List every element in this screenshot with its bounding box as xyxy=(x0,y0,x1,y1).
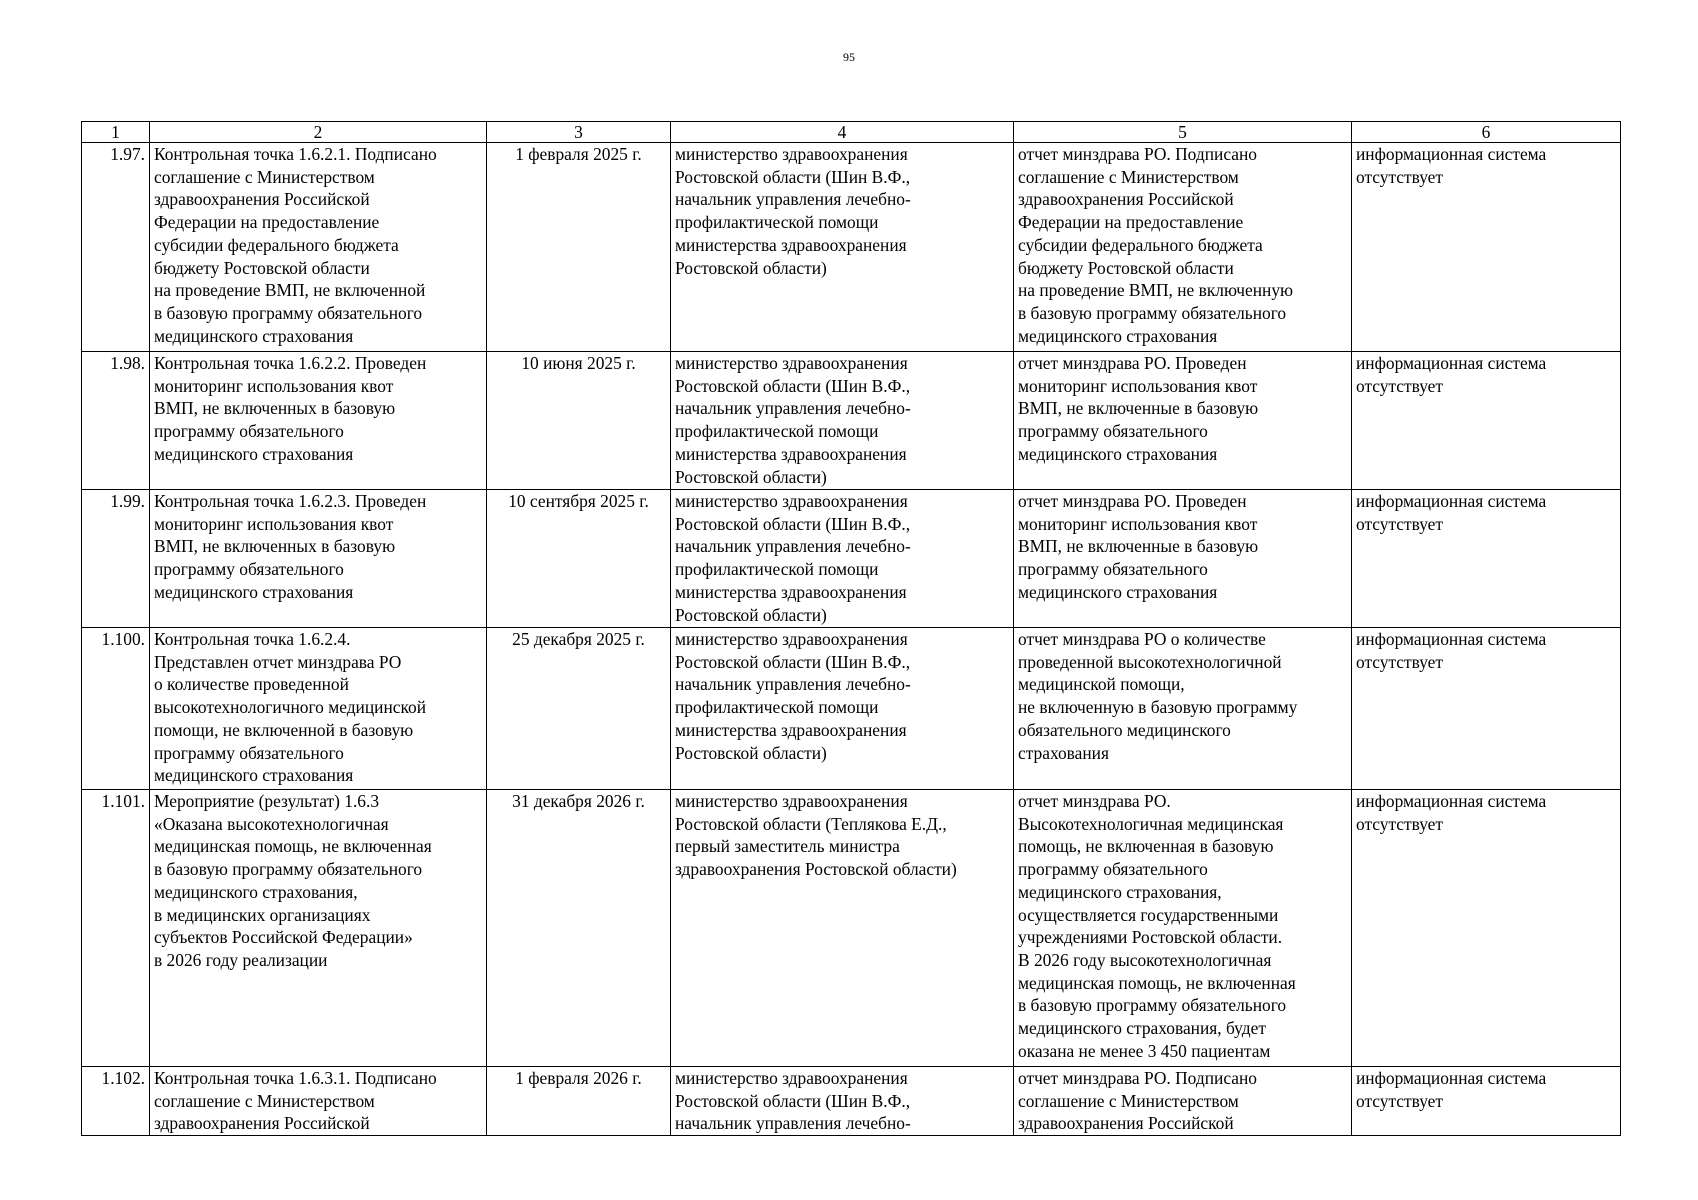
row-number: 1.98. xyxy=(82,352,150,490)
row-responsible: министерство здравоохранения Ростовской области (Теплякова Е.Д., первый заместитель министра здравоохранения Ростовской области) xyxy=(671,790,1014,1067)
table-row xyxy=(82,1067,1621,1136)
row-description: Мероприятие (результат) 1.6.3 «Оказана высокотехнологичная медицинская помощь, не включенная в базовую программу обязательного медицинского страхования, в медицинских организациях субъектов Российской Федерации» в 2026 году реализации xyxy=(150,790,487,1067)
column-header-6: 6 xyxy=(1352,122,1621,143)
column-header-4: 4 xyxy=(671,122,1014,143)
column-header-3: 3 xyxy=(487,122,671,143)
row-number: 1.101. xyxy=(82,790,150,1067)
row-responsible: министерство здравоохранения Ростовской области (Шин В.Ф., начальник управления лечебно- профилактической помощи министерства здравоохранения Ростовской области) xyxy=(671,490,1014,628)
row-result: отчет минздрава РО. Подписано соглашение с Министерством здравоохранения Российской Федерации на предоставление субсидии федерального бюджета бюджету Ростовской области на проведение ВМП, не включенную в базовую программу обязательного медицинского страхования xyxy=(1014,143,1352,352)
row-information-system: информационная система отсутствует xyxy=(1352,628,1621,790)
row-description: Контрольная точка 1.6.2.1. Подписано соглашение с Министерством здравоохранения Российской Федерации на предоставление субсидии федерального бюджета бюджету Ростовской области на проведение ВМП, не включенной в базовую программу обязательного медицинского страхования xyxy=(150,143,487,352)
row-result: отчет минздрава РО о количестве проведенной высокотехнологичной медицинской помощи, не включенную в базовую программу обязательного медицинского страхования xyxy=(1014,628,1352,790)
row-result: отчет минздрава РО. Высокотехнологичная медицинская помощь, не включенная в базовую программу обязательного медицинского страхования, осуществляется государственными учреждениями Ростовской области. В 2026 году высокотехнологичная медицинская помощь, не включенная в базовую программу обязательного медицинского страхования, будет оказана не менее 3 450 пациентам xyxy=(1014,790,1352,1067)
plan-table xyxy=(81,121,1621,1136)
table-row xyxy=(82,490,1621,628)
row-result: отчет минздрава РО. Подписано соглашение с Министерством здравоохранения Российской xyxy=(1014,1067,1352,1136)
row-result: отчет минздрава РО. Проведен мониторинг использования квот ВМП, не включенные в базовую программу обязательного медицинского страхования xyxy=(1014,352,1352,490)
row-responsible: министерство здравоохранения Ростовской области (Шин В.Ф., начальник управления лечебно- xyxy=(671,1067,1014,1136)
row-responsible: министерство здравоохранения Ростовской области (Шин В.Ф., начальник управления лечебно- профилактической помощи министерства здравоохранения Ростовской области) xyxy=(671,143,1014,352)
row-result: отчет минздрава РО. Проведен мониторинг использования квот ВМП, не включенные в базовую программу обязательного медицинского страхования xyxy=(1014,490,1352,628)
column-header-5: 5 xyxy=(1014,122,1352,143)
row-number: 1.100. xyxy=(82,628,150,790)
table-row xyxy=(82,352,1621,490)
row-description: Контрольная точка 1.6.3.1. Подписано соглашение с Министерством здравоохранения Российской xyxy=(150,1067,487,1136)
row-number: 1.102. xyxy=(82,1067,150,1136)
row-date: 31 декабря 2026 г. xyxy=(487,790,671,1067)
row-number: 1.97. xyxy=(82,143,150,352)
row-information-system: информационная система отсутствует xyxy=(1352,352,1621,490)
row-information-system: информационная система отсутствует xyxy=(1352,1067,1621,1136)
table-row xyxy=(82,790,1621,1067)
row-information-system: информационная система отсутствует xyxy=(1352,790,1621,1067)
row-responsible: министерство здравоохранения Ростовской области (Шин В.Ф., начальник управления лечебно- профилактической помощи министерства здравоохранения Ростовской области) xyxy=(671,628,1014,790)
row-date: 25 декабря 2025 г. xyxy=(487,628,671,790)
row-date: 1 февраля 2025 г. xyxy=(487,143,671,352)
column-header-1: 1 xyxy=(82,122,150,143)
page-number: 95 xyxy=(843,50,855,64)
row-date: 1 февраля 2026 г. xyxy=(487,1067,671,1136)
row-description: Контрольная точка 1.6.2.3. Проведен мониторинг использования квот ВМП, не включенных в базовую программу обязательного медицинского страхования xyxy=(150,490,487,628)
row-information-system: информационная система отсутствует xyxy=(1352,143,1621,352)
row-number: 1.99. xyxy=(82,490,150,628)
column-header-2: 2 xyxy=(150,122,487,143)
row-information-system: информационная система отсутствует xyxy=(1352,490,1621,628)
table-row xyxy=(82,143,1621,352)
table-row xyxy=(82,628,1621,790)
row-date: 10 сентября 2025 г. xyxy=(487,490,671,628)
row-description: Контрольная точка 1.6.2.2. Проведен мониторинг использования квот ВМП, не включенных в базовую программу обязательного медицинского страхования xyxy=(150,352,487,490)
row-date: 10 июня 2025 г. xyxy=(487,352,671,490)
table-header-row xyxy=(82,122,1621,143)
row-responsible: министерство здравоохранения Ростовской области (Шин В.Ф., начальник управления лечебно- профилактической помощи министерства здравоохранения Ростовской области) xyxy=(671,352,1014,490)
row-description: Контрольная точка 1.6.2.4. Представлен отчет минздрава РО о количестве проведенной высокотехнологичного медицинской помощи, не включенной в базовую программу обязательного медицинского страхования xyxy=(150,628,487,790)
